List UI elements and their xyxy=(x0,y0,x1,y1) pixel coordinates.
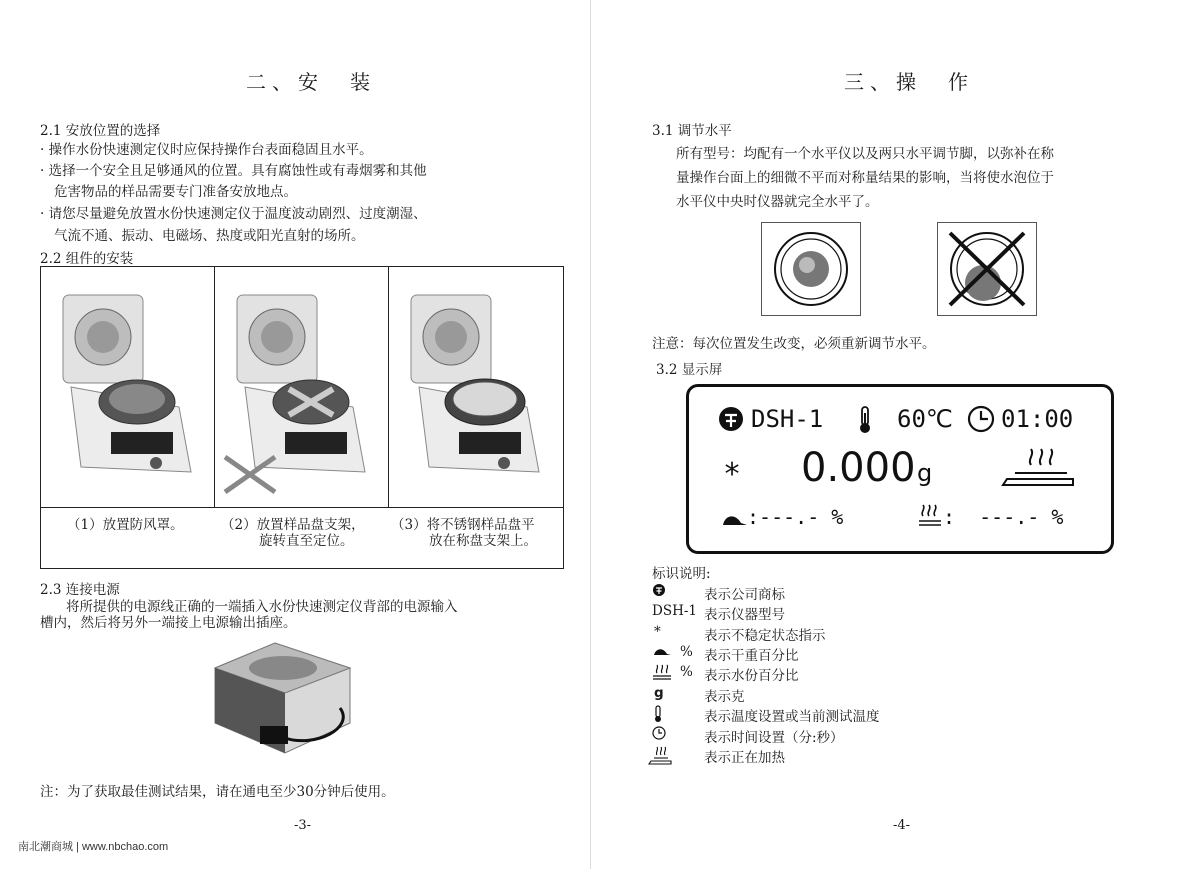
s31-line-2: 量操作台面上的细微不平而对称量结果的影响，当将使水泡位于 xyxy=(676,170,1054,186)
legend-row-temperature: 表示温度设置或当前测试温度 xyxy=(652,705,664,724)
assembly-photo-2 xyxy=(215,267,389,507)
s21-line-1: · 操作水份快速测定仪时应保持操作台表面稳固且水平。 xyxy=(40,142,373,158)
heating-icon xyxy=(1001,445,1081,491)
level-incorrect-icon xyxy=(937,222,1037,316)
thermometer-icon xyxy=(652,705,664,723)
section-heading-install: 二、安 装 xyxy=(246,70,376,94)
s31-title: 3.1 调节水平 xyxy=(652,123,732,139)
s23-line-2: 槽内，然后将另外一端接上电源输出插座。 xyxy=(40,615,297,631)
caption-2: （2）放置样品盘支架， 旋转直至定位。 xyxy=(221,517,365,549)
legend-row-dry: % 表示干重百分比 xyxy=(652,644,672,660)
clock-icon xyxy=(967,405,995,433)
power-connection-photo xyxy=(205,638,355,772)
page-number-4: -4- xyxy=(893,818,911,833)
level-correct-icon xyxy=(761,222,861,316)
section-heading-operation: 三、操 作 xyxy=(844,70,974,94)
legend-row-time: 表示时间设置（分:秒） xyxy=(652,726,666,742)
legend-row-gram: g 表示克 xyxy=(654,685,745,705)
legend-row-unstable: * 表示不稳定状态指示 xyxy=(654,624,826,644)
assembly-figure-table xyxy=(40,266,564,569)
s23-line-1: 将所提供的电源线正确的一端插入水份快速测定仪背部的电源输入 xyxy=(66,599,458,615)
caption-3: （3）将不锈钢样品盘平 放在称盘支架上。 xyxy=(391,517,537,549)
legend-row-heating: 表示正在加热 xyxy=(648,746,674,766)
display-temperature: 60℃ xyxy=(897,405,953,433)
lcd-display xyxy=(686,384,1114,554)
legend-row-logo: 表示公司商标 xyxy=(652,583,666,599)
display-model: DSH-1 xyxy=(751,405,824,433)
left-note: 注：为了获取最佳测试结果，请在通电至少30分钟后使用。 xyxy=(40,784,395,800)
moisture-icon xyxy=(917,503,943,527)
assembly-photo-3 xyxy=(389,267,563,507)
caption-1: （1）放置防风罩。 xyxy=(67,517,184,533)
s23-title: 2.3 连接电源 xyxy=(40,582,120,598)
logo-icon xyxy=(652,583,666,597)
moisture-icon xyxy=(652,664,672,680)
logo-icon xyxy=(717,405,745,433)
s21-line-4: · 请您尽量避免放置水份快速测定仪于温度波动剧烈、过度潮湿、 xyxy=(40,206,427,222)
display-unstable-star: * xyxy=(723,457,742,492)
dry-weight-icon xyxy=(719,511,749,527)
clock-icon xyxy=(652,726,666,740)
assembly-photo-1 xyxy=(41,267,215,507)
display-time: 01:00 xyxy=(1001,405,1074,433)
display-moisture: : ---.- % xyxy=(943,505,1064,529)
left-page xyxy=(0,0,591,869)
watermark: 南北潮商城 | www.nbchao.com xyxy=(18,841,169,853)
display-unit: g xyxy=(917,459,933,487)
heating-icon xyxy=(648,746,674,766)
s21-line-2: · 选择一个安全且足够通风的位置。具有腐蚀性或有毒烟雾和其他 xyxy=(40,163,427,179)
legend-row-model: DSH-1 表示仪器型号 xyxy=(652,603,785,623)
s32-title: 3.2 显示屏 xyxy=(656,362,723,378)
legend-row-moisture: % 表示水份百分比 xyxy=(652,664,672,681)
s21-title: 2.1 安放位置的选择 xyxy=(40,123,161,139)
dry-weight-icon xyxy=(652,645,672,657)
s31-line-1: 所有型号：均配有一个水平仪以及两只水平调节脚，以弥补在称 xyxy=(676,146,1054,162)
s21-line-3: 危害物品的样品需要专门准备安放地点。 xyxy=(54,184,297,200)
right-note: 注意：每次位置发生改变，必须重新调节水平。 xyxy=(652,336,936,352)
legend-title: 标识说明: xyxy=(652,566,711,582)
display-weight: 0.000 xyxy=(801,445,916,491)
display-dry-weight: :---.- % xyxy=(747,505,844,529)
thermometer-icon xyxy=(855,405,875,435)
s31-line-3: 水平仪中央时仪器就完全水平了。 xyxy=(676,194,879,210)
s21-line-5: 气流不通、振动、电磁场、热度或阳光直射的场所。 xyxy=(54,228,365,244)
s22-title: 2.2 组件的安装 xyxy=(40,251,134,267)
page-number-3: -3- xyxy=(294,818,312,833)
